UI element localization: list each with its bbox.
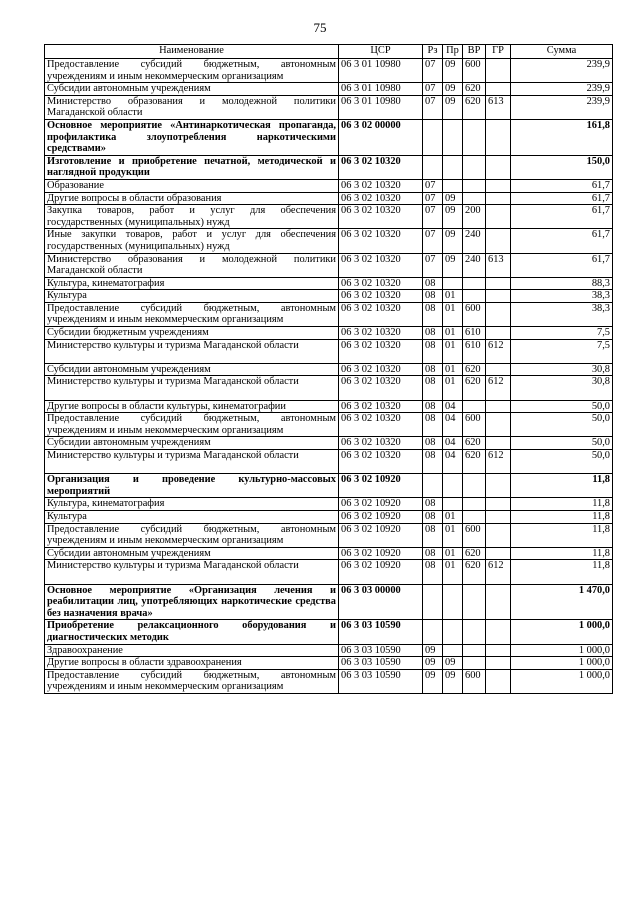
cell-vr bbox=[463, 400, 486, 413]
cell-pr bbox=[443, 584, 463, 620]
cell-sum: 61,7 bbox=[511, 253, 613, 277]
cell-vr bbox=[463, 290, 486, 303]
cell-gr: 613 bbox=[486, 253, 511, 277]
cell-vr bbox=[463, 192, 486, 205]
cell-csr: 06 3 03 10590 bbox=[339, 620, 423, 644]
cell-pr: 01 bbox=[443, 376, 463, 400]
cell-gr bbox=[486, 547, 511, 560]
cell-pr bbox=[443, 644, 463, 657]
cell-csr: 06 3 02 10920 bbox=[339, 498, 423, 511]
cell-vr bbox=[463, 179, 486, 192]
cell-rz: 07 bbox=[423, 229, 443, 253]
cell-name: Культура bbox=[45, 290, 339, 303]
cell-rz: 08 bbox=[423, 339, 443, 363]
cell-rz: 08 bbox=[423, 327, 443, 340]
cell-rz: 08 bbox=[423, 413, 443, 437]
cell-name: Культура, кинематография bbox=[45, 498, 339, 511]
cell-name: Министерство культуры и туризма Магаданской области bbox=[45, 339, 339, 363]
cell-gr bbox=[486, 413, 511, 437]
cell-csr: 06 3 02 10320 bbox=[339, 413, 423, 437]
cell-sum: 161,8 bbox=[511, 119, 613, 155]
cell-name: Министерство образования и молодежной политики Магаданской области bbox=[45, 253, 339, 277]
cell-rz: 07 bbox=[423, 253, 443, 277]
cell-sum: 239,9 bbox=[511, 59, 613, 83]
cell-csr: 06 3 03 10590 bbox=[339, 657, 423, 670]
cell-rz: 07 bbox=[423, 95, 443, 119]
cell-vr bbox=[463, 584, 486, 620]
cell-vr bbox=[463, 155, 486, 179]
cell-pr: 09 bbox=[443, 95, 463, 119]
table-row bbox=[45, 59, 613, 83]
cell-gr bbox=[486, 498, 511, 511]
cell-name: Субсидии автономным учреждениям bbox=[45, 363, 339, 376]
table-row bbox=[45, 339, 613, 363]
cell-name: Культура bbox=[45, 510, 339, 523]
cell-csr: 06 3 02 10320 bbox=[339, 363, 423, 376]
cell-sum: 7,5 bbox=[511, 339, 613, 363]
budget-table bbox=[44, 44, 613, 694]
cell-gr bbox=[486, 205, 511, 229]
cell-vr bbox=[463, 620, 486, 644]
cell-csr: 06 3 02 10320 bbox=[339, 339, 423, 363]
page-number: 75 bbox=[313, 20, 327, 35]
cell-vr: 620 bbox=[463, 560, 486, 584]
table-row bbox=[45, 119, 613, 155]
cell-rz: 07 bbox=[423, 83, 443, 96]
cell-gr bbox=[486, 59, 511, 83]
cell-sum: 7,5 bbox=[511, 327, 613, 340]
cell-rz bbox=[423, 119, 443, 155]
cell-gr bbox=[486, 155, 511, 179]
cell-pr: 01 bbox=[443, 510, 463, 523]
cell-csr: 06 3 02 10320 bbox=[339, 229, 423, 253]
cell-sum: 11,8 bbox=[511, 510, 613, 523]
table-row bbox=[45, 584, 613, 620]
cell-vr: 600 bbox=[463, 302, 486, 326]
cell-rz: 07 bbox=[423, 205, 443, 229]
cell-csr: 06 3 02 10320 bbox=[339, 253, 423, 277]
cell-rz: 08 bbox=[423, 560, 443, 584]
table-row bbox=[45, 83, 613, 96]
cell-rz: 09 bbox=[423, 644, 443, 657]
cell-name: Основное мероприятие «Организация лечения и реабилитации лиц, употребляющих наркотические средства без назначения врача» bbox=[45, 584, 339, 620]
cell-csr: 06 3 03 10590 bbox=[339, 644, 423, 657]
cell-rz: 09 bbox=[423, 669, 443, 693]
cell-pr: 09 bbox=[443, 669, 463, 693]
cell-gr bbox=[486, 229, 511, 253]
header-vr: ВР bbox=[463, 45, 486, 59]
table-row bbox=[45, 547, 613, 560]
cell-name: Культура, кинематография bbox=[45, 277, 339, 290]
cell-gr bbox=[486, 400, 511, 413]
cell-gr bbox=[486, 657, 511, 670]
cell-gr bbox=[486, 584, 511, 620]
table-row bbox=[45, 205, 613, 229]
cell-vr bbox=[463, 657, 486, 670]
cell-pr: 01 bbox=[443, 363, 463, 376]
cell-pr: 09 bbox=[443, 83, 463, 96]
cell-pr bbox=[443, 119, 463, 155]
cell-pr: 01 bbox=[443, 560, 463, 584]
header-gr: ГР bbox=[486, 45, 511, 59]
cell-pr bbox=[443, 277, 463, 290]
cell-csr: 06 3 02 10320 bbox=[339, 376, 423, 400]
table-row bbox=[45, 277, 613, 290]
cell-sum: 30,8 bbox=[511, 363, 613, 376]
cell-vr: 610 bbox=[463, 327, 486, 340]
cell-vr bbox=[463, 119, 486, 155]
header-name: Наименование bbox=[45, 45, 339, 59]
cell-name: Организация и проведение культурно-массовых мероприятий bbox=[45, 474, 339, 498]
cell-pr: 09 bbox=[443, 205, 463, 229]
cell-pr: 04 bbox=[443, 400, 463, 413]
cell-gr bbox=[486, 644, 511, 657]
cell-name: Предоставление субсидий бюджетным, автономным учреждениям и иным некоммерческим организациям bbox=[45, 669, 339, 693]
cell-csr: 06 3 02 10920 bbox=[339, 523, 423, 547]
cell-csr: 06 3 03 10590 bbox=[339, 669, 423, 693]
table-row bbox=[45, 669, 613, 693]
cell-vr: 620 bbox=[463, 547, 486, 560]
table-row bbox=[45, 450, 613, 474]
cell-name: Здравоохранение bbox=[45, 644, 339, 657]
cell-name: Министерство образования и молодежной политики Магаданской области bbox=[45, 95, 339, 119]
table-row bbox=[45, 523, 613, 547]
cell-rz: 07 bbox=[423, 192, 443, 205]
cell-csr: 06 3 02 10320 bbox=[339, 192, 423, 205]
cell-csr: 06 3 02 10920 bbox=[339, 474, 423, 498]
cell-sum: 50,0 bbox=[511, 450, 613, 474]
cell-rz: 08 bbox=[423, 450, 443, 474]
cell-csr: 06 3 02 10320 bbox=[339, 450, 423, 474]
table-row bbox=[45, 179, 613, 192]
table-row bbox=[45, 413, 613, 437]
table-row bbox=[45, 229, 613, 253]
cell-pr: 01 bbox=[443, 339, 463, 363]
cell-name: Субсидии автономным учреждениям bbox=[45, 547, 339, 560]
cell-pr: 04 bbox=[443, 450, 463, 474]
cell-rz: 08 bbox=[423, 498, 443, 511]
cell-csr: 06 3 02 10920 bbox=[339, 510, 423, 523]
cell-pr bbox=[443, 155, 463, 179]
table-row bbox=[45, 95, 613, 119]
cell-gr bbox=[486, 290, 511, 303]
cell-pr: 09 bbox=[443, 192, 463, 205]
cell-csr: 06 3 02 00000 bbox=[339, 119, 423, 155]
cell-rz bbox=[423, 155, 443, 179]
cell-name: Основное мероприятие «Антинаркотическая пропаганда, профилактика злоупотребления наркотическими средствами» bbox=[45, 119, 339, 155]
table-row bbox=[45, 290, 613, 303]
cell-vr bbox=[463, 474, 486, 498]
cell-pr bbox=[443, 179, 463, 192]
cell-gr bbox=[486, 669, 511, 693]
cell-vr: 620 bbox=[463, 363, 486, 376]
cell-name: Другие вопросы в области культуры, кинематографии bbox=[45, 400, 339, 413]
table-row bbox=[45, 363, 613, 376]
table-row bbox=[45, 155, 613, 179]
cell-sum: 1 000,0 bbox=[511, 620, 613, 644]
cell-gr bbox=[486, 179, 511, 192]
cell-rz bbox=[423, 584, 443, 620]
table-row bbox=[45, 510, 613, 523]
cell-sum: 88,3 bbox=[511, 277, 613, 290]
cell-vr: 600 bbox=[463, 413, 486, 437]
cell-name: Приобретение релаксационного оборудования и диагностических методик bbox=[45, 620, 339, 644]
cell-rz: 08 bbox=[423, 376, 443, 400]
cell-gr bbox=[486, 119, 511, 155]
cell-vr: 620 bbox=[463, 437, 486, 450]
header-pr: Пр bbox=[443, 45, 463, 59]
cell-rz: 08 bbox=[423, 302, 443, 326]
table-row bbox=[45, 253, 613, 277]
cell-pr: 04 bbox=[443, 437, 463, 450]
cell-sum: 11,8 bbox=[511, 560, 613, 584]
cell-csr: 06 3 02 10320 bbox=[339, 437, 423, 450]
cell-pr: 09 bbox=[443, 253, 463, 277]
cell-csr: 06 3 02 10320 bbox=[339, 155, 423, 179]
cell-name: Образование bbox=[45, 179, 339, 192]
cell-name: Субсидии автономным учреждениям bbox=[45, 83, 339, 96]
cell-gr: 612 bbox=[486, 560, 511, 584]
cell-sum: 50,0 bbox=[511, 437, 613, 450]
cell-rz: 08 bbox=[423, 400, 443, 413]
cell-csr: 06 3 01 10980 bbox=[339, 83, 423, 96]
cell-rz bbox=[423, 620, 443, 644]
cell-pr bbox=[443, 498, 463, 511]
table-row bbox=[45, 620, 613, 644]
cell-gr bbox=[486, 620, 511, 644]
cell-vr bbox=[463, 498, 486, 511]
cell-csr: 06 3 01 10980 bbox=[339, 95, 423, 119]
cell-csr: 06 3 02 10920 bbox=[339, 547, 423, 560]
cell-gr: 612 bbox=[486, 376, 511, 400]
cell-vr bbox=[463, 644, 486, 657]
header-csr: ЦСР bbox=[339, 45, 423, 59]
cell-sum: 239,9 bbox=[511, 95, 613, 119]
cell-sum: 239,9 bbox=[511, 83, 613, 96]
cell-rz: 07 bbox=[423, 59, 443, 83]
table-row bbox=[45, 644, 613, 657]
table-row bbox=[45, 474, 613, 498]
cell-sum: 61,7 bbox=[511, 229, 613, 253]
table-header-row bbox=[45, 45, 613, 59]
cell-name: Предоставление субсидий бюджетным, автономным учреждениям и иным некоммерческим организациям bbox=[45, 413, 339, 437]
table-body bbox=[45, 59, 613, 694]
cell-vr: 610 bbox=[463, 339, 486, 363]
cell-sum: 50,0 bbox=[511, 400, 613, 413]
cell-sum: 11,8 bbox=[511, 498, 613, 511]
cell-gr bbox=[486, 327, 511, 340]
cell-name: Субсидии бюджетным учреждениям bbox=[45, 327, 339, 340]
cell-sum: 1 000,0 bbox=[511, 644, 613, 657]
cell-gr bbox=[486, 277, 511, 290]
cell-vr: 240 bbox=[463, 229, 486, 253]
cell-csr: 06 3 02 10320 bbox=[339, 179, 423, 192]
table-row bbox=[45, 560, 613, 584]
cell-vr: 620 bbox=[463, 376, 486, 400]
cell-sum: 38,3 bbox=[511, 302, 613, 326]
cell-sum: 38,3 bbox=[511, 290, 613, 303]
cell-rz: 08 bbox=[423, 523, 443, 547]
table-row bbox=[45, 657, 613, 670]
cell-sum: 11,8 bbox=[511, 474, 613, 498]
cell-pr bbox=[443, 474, 463, 498]
cell-gr: 612 bbox=[486, 339, 511, 363]
cell-sum: 11,8 bbox=[511, 523, 613, 547]
cell-name: Предоставление субсидий бюджетным, автономным учреждениям и иным некоммерческим организациям bbox=[45, 59, 339, 83]
cell-pr: 09 bbox=[443, 229, 463, 253]
cell-sum: 11,8 bbox=[511, 547, 613, 560]
cell-rz: 08 bbox=[423, 363, 443, 376]
cell-csr: 06 3 02 10320 bbox=[339, 327, 423, 340]
cell-gr bbox=[486, 437, 511, 450]
cell-vr: 620 bbox=[463, 450, 486, 474]
header-sum: Сумма bbox=[511, 45, 613, 59]
cell-rz: 08 bbox=[423, 290, 443, 303]
cell-vr bbox=[463, 277, 486, 290]
cell-csr: 06 3 02 10920 bbox=[339, 560, 423, 584]
cell-rz: 08 bbox=[423, 510, 443, 523]
table-row bbox=[45, 400, 613, 413]
cell-vr: 200 bbox=[463, 205, 486, 229]
table-row bbox=[45, 192, 613, 205]
cell-vr bbox=[463, 510, 486, 523]
cell-sum: 50,0 bbox=[511, 413, 613, 437]
cell-rz: 08 bbox=[423, 277, 443, 290]
cell-name: Субсидии автономным учреждениям bbox=[45, 437, 339, 450]
cell-vr: 600 bbox=[463, 59, 486, 83]
cell-vr: 240 bbox=[463, 253, 486, 277]
cell-vr: 620 bbox=[463, 83, 486, 96]
cell-csr: 06 3 03 00000 bbox=[339, 584, 423, 620]
cell-name: Министерство культуры и туризма Магаданской области bbox=[45, 450, 339, 474]
cell-sum: 1 470,0 bbox=[511, 584, 613, 620]
cell-pr bbox=[443, 620, 463, 644]
cell-name: Другие вопросы в области здравоохранения bbox=[45, 657, 339, 670]
cell-name: Предоставление субсидий бюджетным, автономным учреждениям и иным некоммерческим организациям bbox=[45, 302, 339, 326]
cell-name: Иные закупки товаров, работ и услуг для обеспечения государственных (муниципальных) нужд bbox=[45, 229, 339, 253]
cell-vr: 600 bbox=[463, 523, 486, 547]
cell-pr: 01 bbox=[443, 327, 463, 340]
table-row bbox=[45, 437, 613, 450]
cell-rz: 09 bbox=[423, 657, 443, 670]
cell-vr: 620 bbox=[463, 95, 486, 119]
cell-gr: 613 bbox=[486, 95, 511, 119]
cell-gr bbox=[486, 474, 511, 498]
cell-csr: 06 3 02 10320 bbox=[339, 400, 423, 413]
table-row bbox=[45, 498, 613, 511]
cell-sum: 61,7 bbox=[511, 179, 613, 192]
cell-rz: 07 bbox=[423, 179, 443, 192]
cell-name: Министерство культуры и туризма Магаданской области bbox=[45, 560, 339, 584]
cell-gr bbox=[486, 510, 511, 523]
cell-csr: 06 3 01 10980 bbox=[339, 59, 423, 83]
cell-gr bbox=[486, 302, 511, 326]
cell-csr: 06 3 02 10320 bbox=[339, 302, 423, 326]
cell-pr: 01 bbox=[443, 547, 463, 560]
cell-pr: 01 bbox=[443, 302, 463, 326]
cell-pr: 09 bbox=[443, 657, 463, 670]
cell-gr: 612 bbox=[486, 450, 511, 474]
cell-sum: 1 000,0 bbox=[511, 669, 613, 693]
cell-name: Изготовление и приобретение печатной, методической и наглядной продукции bbox=[45, 155, 339, 179]
cell-rz: 08 bbox=[423, 437, 443, 450]
cell-vr: 600 bbox=[463, 669, 486, 693]
cell-pr: 01 bbox=[443, 290, 463, 303]
table-row bbox=[45, 376, 613, 400]
cell-gr bbox=[486, 523, 511, 547]
cell-pr: 01 bbox=[443, 523, 463, 547]
cell-csr: 06 3 02 10320 bbox=[339, 277, 423, 290]
cell-pr: 04 bbox=[443, 413, 463, 437]
cell-sum: 1 000,0 bbox=[511, 657, 613, 670]
cell-gr bbox=[486, 363, 511, 376]
cell-sum: 30,8 bbox=[511, 376, 613, 400]
cell-name: Закупка товаров, работ и услуг для обеспечения государственных (муниципальных) нужд bbox=[45, 205, 339, 229]
cell-sum: 61,7 bbox=[511, 205, 613, 229]
cell-sum: 61,7 bbox=[511, 192, 613, 205]
cell-name: Предоставление субсидий бюджетным, автономным учреждениям и иным некоммерческим организациям bbox=[45, 523, 339, 547]
cell-name: Другие вопросы в области образования bbox=[45, 192, 339, 205]
table-row bbox=[45, 302, 613, 326]
cell-csr: 06 3 02 10320 bbox=[339, 205, 423, 229]
cell-csr: 06 3 02 10320 bbox=[339, 290, 423, 303]
cell-gr bbox=[486, 83, 511, 96]
table-row bbox=[45, 327, 613, 340]
cell-pr: 09 bbox=[443, 59, 463, 83]
header-rz: Рз bbox=[423, 45, 443, 59]
cell-gr bbox=[486, 192, 511, 205]
cell-name: Министерство культуры и туризма Магаданской области bbox=[45, 376, 339, 400]
cell-rz: 08 bbox=[423, 547, 443, 560]
cell-sum: 150,0 bbox=[511, 155, 613, 179]
cell-rz bbox=[423, 474, 443, 498]
